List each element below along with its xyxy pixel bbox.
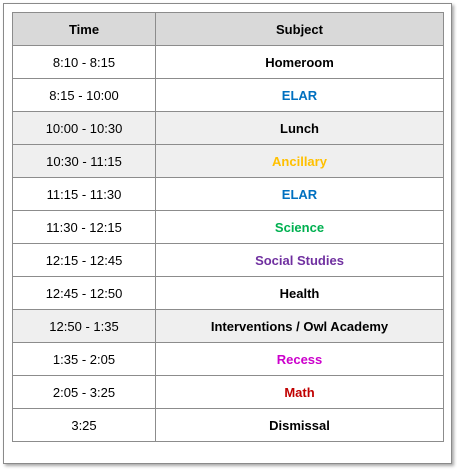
table-row — [13, 244, 444, 277]
time-cell: 12:50 - 1:35 — [13, 310, 156, 343]
subject-column-header: Subject — [156, 13, 444, 46]
subject-cell: Health — [156, 277, 444, 310]
table-row — [13, 310, 444, 343]
table-row — [13, 178, 444, 211]
time-column-header: Time — [13, 13, 156, 46]
time-cell: 1:35 - 2:05 — [13, 343, 156, 376]
table-row — [13, 277, 444, 310]
subject-cell: Social Studies — [156, 244, 444, 277]
time-cell: 11:30 - 12:15 — [13, 211, 156, 244]
subject-cell: Interventions / Owl Academy — [156, 310, 444, 343]
subject-cell: ELAR — [156, 178, 444, 211]
time-cell: 10:00 - 10:30 — [13, 112, 156, 145]
subject-cell: Ancillary — [156, 145, 444, 178]
table-row — [13, 112, 444, 145]
header-row — [13, 13, 444, 46]
subject-cell: Recess — [156, 343, 444, 376]
table-row — [13, 343, 444, 376]
table-row — [13, 211, 444, 244]
schedule-frame — [3, 3, 452, 464]
subject-cell: Math — [156, 376, 444, 409]
table-row — [13, 409, 444, 442]
time-cell: 11:15 - 11:30 — [13, 178, 156, 211]
time-cell: 12:15 - 12:45 — [13, 244, 156, 277]
time-cell: 8:15 - 10:00 — [13, 79, 156, 112]
time-cell: 8:10 - 8:15 — [13, 46, 156, 79]
subject-cell: Lunch — [156, 112, 444, 145]
time-cell: 10:30 - 11:15 — [13, 145, 156, 178]
table-row — [13, 376, 444, 409]
time-cell: 2:05 - 3:25 — [13, 376, 156, 409]
time-cell: 12:45 - 12:50 — [13, 277, 156, 310]
subject-cell: Homeroom — [156, 46, 444, 79]
subject-cell: Science — [156, 211, 444, 244]
table-row — [13, 46, 444, 79]
subject-cell: ELAR — [156, 79, 444, 112]
time-cell: 3:25 — [13, 409, 156, 442]
table-row — [13, 79, 444, 112]
table-row — [13, 145, 444, 178]
subject-cell: Dismissal — [156, 409, 444, 442]
schedule-table — [12, 12, 444, 442]
